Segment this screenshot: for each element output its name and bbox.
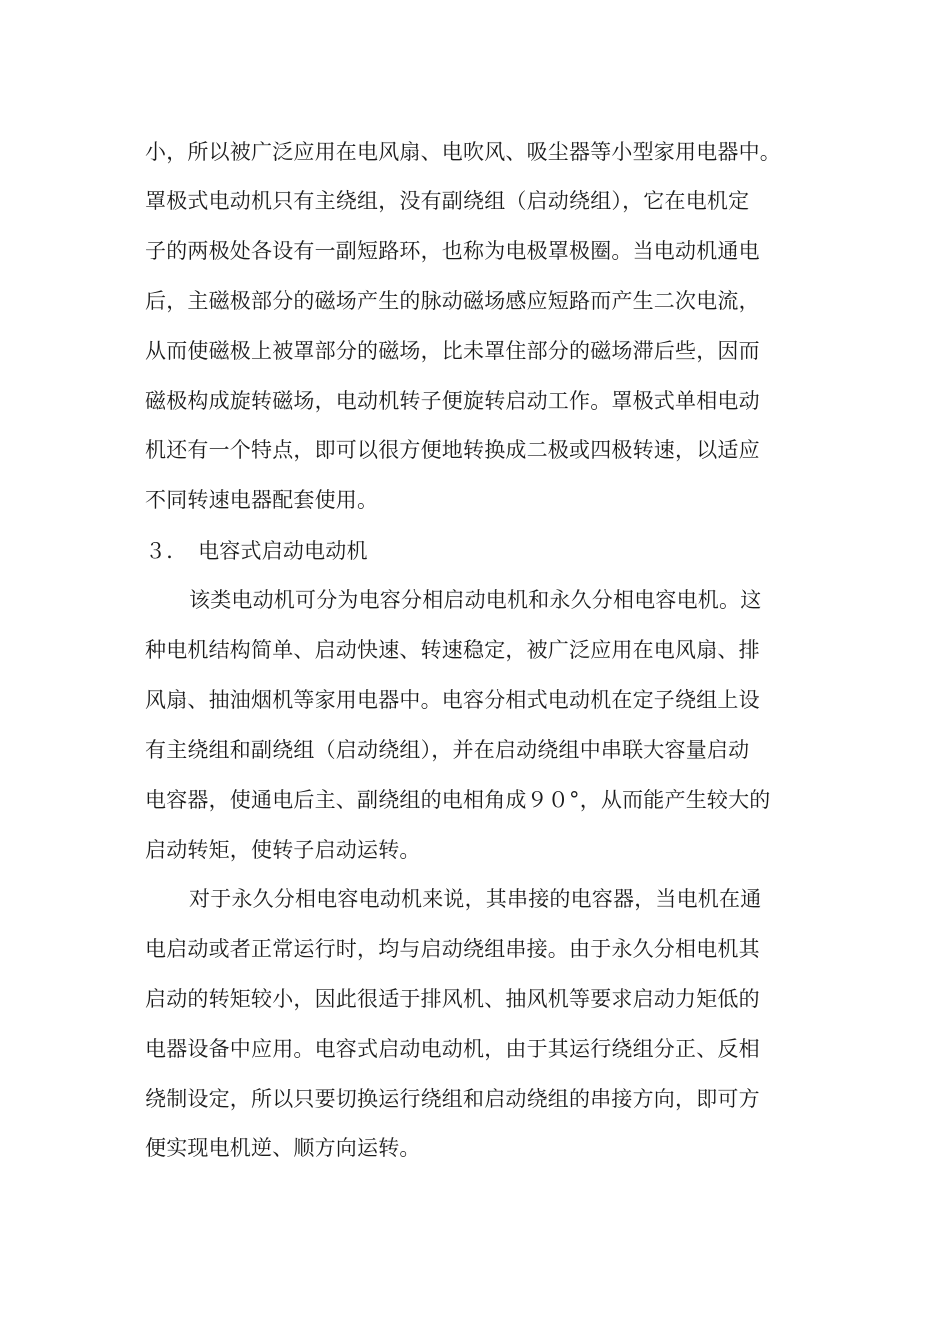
- paragraph-3-line-5: 绕制设定，所以只要切换运行绕组和启动绕组的串接方向，即可方: [145, 1087, 760, 1111]
- paragraph-2-line-3: 风扇、抽油烟机等家用电器中。电容分相式电动机在定子绕组上设: [145, 688, 760, 712]
- paragraph-3-line-2: 电启动或者正常运行时，均与启动绕组串接。由于永久分相电机其: [145, 937, 760, 961]
- paragraph-3-line-1: 对于永久分相电容电动机来说，其串接的电容器，当电机在通: [189, 887, 762, 911]
- paragraph-2-line-6: 启动转矩，使转子启动运转。: [145, 838, 421, 862]
- paragraph-2-line-2: 种电机结构简单、启动快速、转速稳定，被广泛应用在电风扇、排: [145, 638, 760, 662]
- paragraph-1-line-6: 磁极构成旋转磁场，电动机转子便旋转启动工作。罩极式单相电动: [145, 389, 760, 413]
- paragraph-1-line-8: 不同转速电器配套使用。: [145, 488, 379, 512]
- paragraph-2-line-4: 有主绕组和副绕组（启动绕组），并在启动绕组中串联大容量启动: [145, 738, 750, 762]
- paragraph-3-line-6: 便实现电机逆、顺方向运转。: [145, 1136, 421, 1160]
- paragraph-1-line-7: 机还有一个特点，即可以很方便地转换成二极或四极转速，以适应: [145, 438, 760, 462]
- section-heading: ３． 电容式启动电动机: [145, 539, 368, 563]
- paragraph-3-line-4: 电器设备中应用。电容式启动电动机，由于其运行绕组分正、反相: [145, 1037, 760, 1061]
- paragraph-1-line-2: 罩极式电动机只有主绕组，没有副绕组（启动绕组），它在电机定: [145, 189, 750, 213]
- paragraph-1-line-3: 子的两极处各设有一副短路环，也称为电极罩极圈。当电动机通电: [145, 239, 760, 263]
- paragraph-1-line-5: 从而使磁极上被罩部分的磁场，比未罩住部分的磁场滞后些，因而: [145, 339, 760, 363]
- paragraph-1-line-4: 后，主磁极部分的磁场产生的脉动磁场感应短路而产生二次电流，: [145, 289, 760, 313]
- paragraph-1-line-1: 小，所以被广泛应用在电风扇、电吹风、吸尘器等小型家用电器中。: [145, 140, 781, 164]
- paragraph-3-line-3: 启动的转矩较小，因此很适于排风机、抽风机等要求启动力矩低的: [145, 987, 760, 1011]
- paragraph-2-line-5: 电容器，使通电后主、副绕组的电相角成９０°，从而能产生较大的: [145, 788, 771, 812]
- paragraph-2-line-1: 该类电动机可分为电容分相启动电机和永久分相电容电机。这: [189, 588, 762, 612]
